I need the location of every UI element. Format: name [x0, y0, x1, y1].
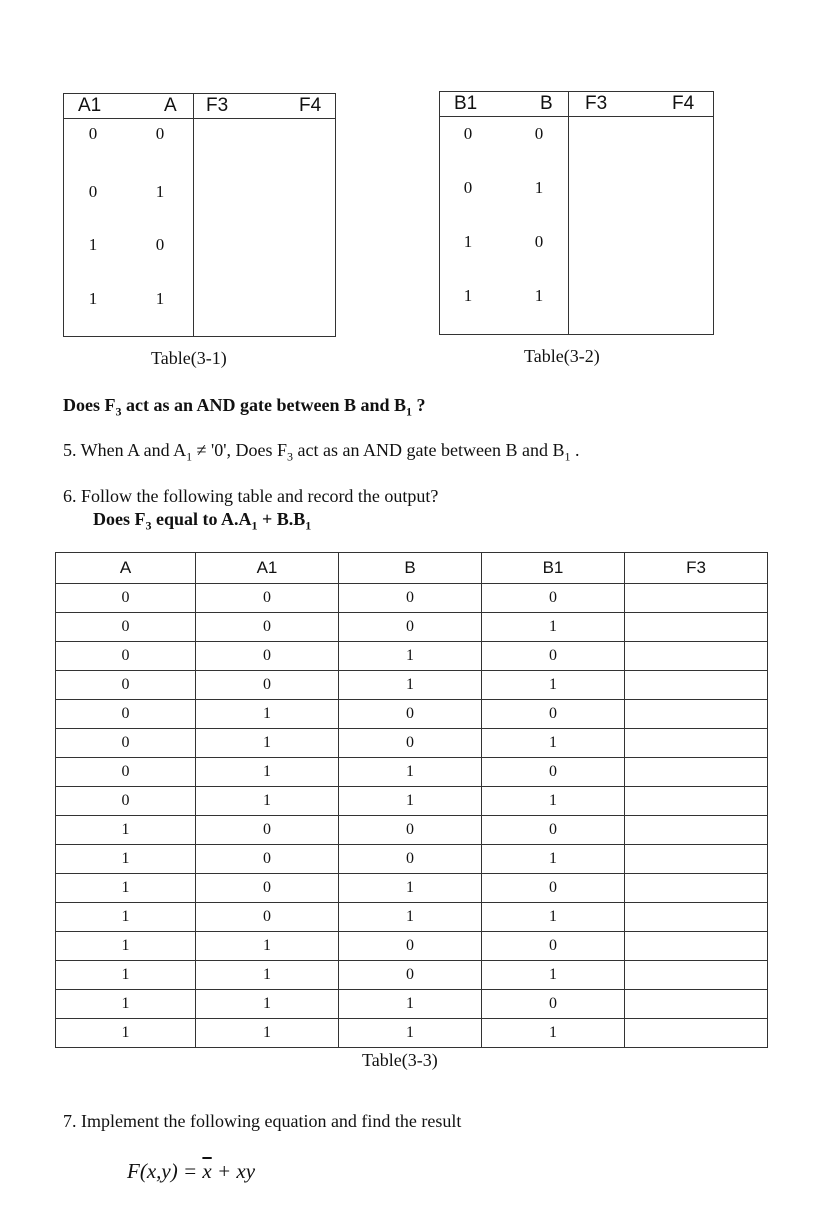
header-b: B	[540, 93, 553, 114]
cell-b1: 1	[482, 845, 625, 874]
cell-a: 0	[56, 613, 196, 642]
header-b1: B1	[482, 553, 625, 584]
cell-f3	[625, 729, 768, 758]
cell-a: 0	[155, 235, 165, 254]
cell-f3	[625, 1019, 768, 1048]
cell-b1: 0	[482, 700, 625, 729]
cell-a1: 1	[196, 787, 339, 816]
question-6: 6. Follow the following table and record the output?	[63, 486, 439, 506]
cell-f3	[625, 932, 768, 961]
cell-a: 0	[56, 729, 196, 758]
cell-a: 1	[155, 182, 165, 201]
cell-b: 1	[339, 671, 482, 700]
cell-b1: 0	[463, 124, 473, 143]
cell-b: 0	[534, 232, 544, 251]
cell-f3	[625, 961, 768, 990]
table-row	[56, 961, 768, 990]
cell-b1: 0	[482, 584, 625, 613]
cell-f3	[625, 903, 768, 932]
text: Does F	[63, 395, 116, 415]
cell-a1: 1	[196, 990, 339, 1019]
cell-b1: 0	[482, 758, 625, 787]
cell-f3	[625, 787, 768, 816]
header-f3: F3	[206, 95, 229, 116]
subscript: 3	[287, 449, 294, 464]
truth-table-3-3	[55, 552, 768, 1048]
cell-b: 1	[339, 990, 482, 1019]
table-row	[56, 613, 768, 642]
cell-b: 1	[339, 1019, 482, 1048]
cell-f3	[625, 990, 768, 1019]
cell-b1: 0	[482, 932, 625, 961]
cell-f3	[625, 758, 768, 787]
header-a: A	[164, 95, 177, 116]
table-row	[56, 642, 768, 671]
table-row	[56, 932, 768, 961]
cell-a: 0	[56, 758, 196, 787]
cell-f3	[625, 642, 768, 671]
cell-b1: 0	[482, 816, 625, 845]
table-header-row	[56, 553, 768, 584]
header-b1: B1	[454, 93, 478, 114]
cell-a1: 1	[88, 235, 98, 254]
cell-a: 0	[56, 787, 196, 816]
cell-b: 0	[339, 845, 482, 874]
table-row	[56, 1019, 768, 1048]
cell-a1: 1	[196, 961, 339, 990]
text: 5. When A and A	[63, 440, 187, 460]
question-5	[63, 440, 579, 465]
cell-a: 1	[56, 990, 196, 1019]
table-row	[56, 874, 768, 903]
table-row	[56, 845, 768, 874]
subscript: 3	[115, 404, 122, 419]
caption-table-3-3: Table(3-3)	[362, 1050, 438, 1070]
cell-b: 0	[339, 816, 482, 845]
header-f4: F4	[672, 93, 695, 114]
cell-f3	[625, 700, 768, 729]
table-row	[56, 787, 768, 816]
cell-b1: 1	[482, 787, 625, 816]
header-a1: A1	[78, 95, 102, 116]
cell-b: 1	[339, 642, 482, 671]
text: ?	[412, 395, 426, 415]
cell-a: 1	[56, 874, 196, 903]
cell-a1: 0	[196, 816, 339, 845]
cell-b1: 1	[482, 613, 625, 642]
table-divider	[193, 94, 194, 336]
cell-a: 1	[56, 845, 196, 874]
cell-a: 0	[155, 124, 165, 143]
cell-f3	[625, 671, 768, 700]
cell-a1: 0	[88, 182, 98, 201]
cell-b1: 1	[482, 903, 625, 932]
header-a1: A1	[196, 553, 339, 584]
cell-a1: 1	[196, 729, 339, 758]
cell-b: 1	[534, 178, 544, 197]
cell-a1: 0	[196, 642, 339, 671]
header-f3: F3	[625, 553, 768, 584]
text: Does F	[93, 509, 146, 529]
cell-b: 0	[339, 584, 482, 613]
cell-a1: 1	[196, 1019, 339, 1048]
header-f4: F4	[299, 95, 322, 116]
cell-b1: 0	[482, 990, 625, 1019]
cell-a1: 1	[88, 289, 98, 308]
cell-a1: 0	[196, 845, 339, 874]
cell-b: 1	[339, 758, 482, 787]
cell-b: 0	[339, 700, 482, 729]
subscript: 1	[251, 518, 258, 533]
cell-b: 1	[339, 787, 482, 816]
text: .	[570, 440, 580, 460]
subscript: 1	[186, 449, 193, 464]
cell-a: 1	[155, 289, 165, 308]
cell-a: 0	[56, 700, 196, 729]
cell-f3	[625, 845, 768, 874]
cell-a1: 1	[196, 758, 339, 787]
subscript: 3	[145, 518, 152, 533]
cell-a: 1	[56, 932, 196, 961]
text: + B.B	[257, 509, 306, 529]
cell-f3	[625, 874, 768, 903]
cell-b: 1	[339, 874, 482, 903]
text: ≠ '0', Does F	[192, 440, 288, 460]
cell-b1: 0	[482, 642, 625, 671]
table-row	[56, 671, 768, 700]
cell-b: 0	[534, 124, 544, 143]
equation	[127, 1159, 255, 1184]
cell-b: 0	[339, 729, 482, 758]
table-3-1-header	[64, 94, 335, 119]
cell-f3	[625, 613, 768, 642]
header-b: B	[339, 553, 482, 584]
cell-a: 0	[56, 584, 196, 613]
text: equal to A.A	[151, 509, 252, 529]
cell-f3	[625, 584, 768, 613]
cell-a: 0	[56, 671, 196, 700]
header-a: A	[56, 553, 196, 584]
cell-b: 1	[339, 903, 482, 932]
question-6-subquestion	[93, 509, 311, 534]
cell-a: 1	[56, 903, 196, 932]
cell-b1: 0	[482, 874, 625, 903]
cell-a: 1	[56, 816, 196, 845]
cell-a1: 1	[196, 700, 339, 729]
text: act as an AND gate between B and B	[121, 395, 407, 415]
cell-b: 0	[339, 932, 482, 961]
cell-b1: 0	[463, 178, 473, 197]
table-row	[56, 729, 768, 758]
cell-b: 1	[534, 286, 544, 305]
equation-lhs: F(x,y) =	[127, 1159, 203, 1183]
cell-b1: 1	[482, 1019, 625, 1048]
cell-a1: 1	[196, 932, 339, 961]
truth-table-3-1	[63, 93, 336, 337]
cell-b1: 1	[463, 232, 473, 251]
table-row	[56, 758, 768, 787]
cell-a1: 0	[196, 613, 339, 642]
cell-b: 0	[339, 961, 482, 990]
question-and-gate	[63, 395, 426, 420]
question-7: 7. Implement the following equation and find the result	[63, 1111, 462, 1131]
table-row	[56, 990, 768, 1019]
cell-b1: 1	[482, 729, 625, 758]
cell-b1: 1	[482, 961, 625, 990]
equation-rhs: + xy	[211, 1159, 256, 1183]
cell-a1: 0	[196, 874, 339, 903]
cell-f3	[625, 816, 768, 845]
truth-table-3-2	[439, 91, 714, 335]
text: act as an AND gate between B and B	[293, 440, 565, 460]
table-row	[56, 903, 768, 932]
cell-b: 0	[339, 613, 482, 642]
subscript: 1	[406, 404, 413, 419]
cell-a1: 0	[196, 671, 339, 700]
cell-a: 1	[56, 1019, 196, 1048]
table-row	[56, 816, 768, 845]
subscript: 1	[305, 518, 312, 533]
cell-a1: 0	[196, 584, 339, 613]
cell-a: 1	[56, 961, 196, 990]
table-row	[56, 700, 768, 729]
cell-b1: 1	[482, 671, 625, 700]
cell-b1: 1	[463, 286, 473, 305]
table-divider	[568, 92, 569, 334]
header-f3: F3	[585, 93, 608, 114]
cell-a1: 0	[196, 903, 339, 932]
table-row	[56, 584, 768, 613]
caption-table-3-2: Table(3-2)	[524, 346, 600, 366]
caption-table-3-1: Table(3-1)	[151, 348, 227, 368]
cell-a1: 0	[88, 124, 98, 143]
equation-x-bar: $\overline{x}$	[202, 1159, 212, 1183]
cell-a: 0	[56, 642, 196, 671]
subscript: 1	[564, 449, 571, 464]
